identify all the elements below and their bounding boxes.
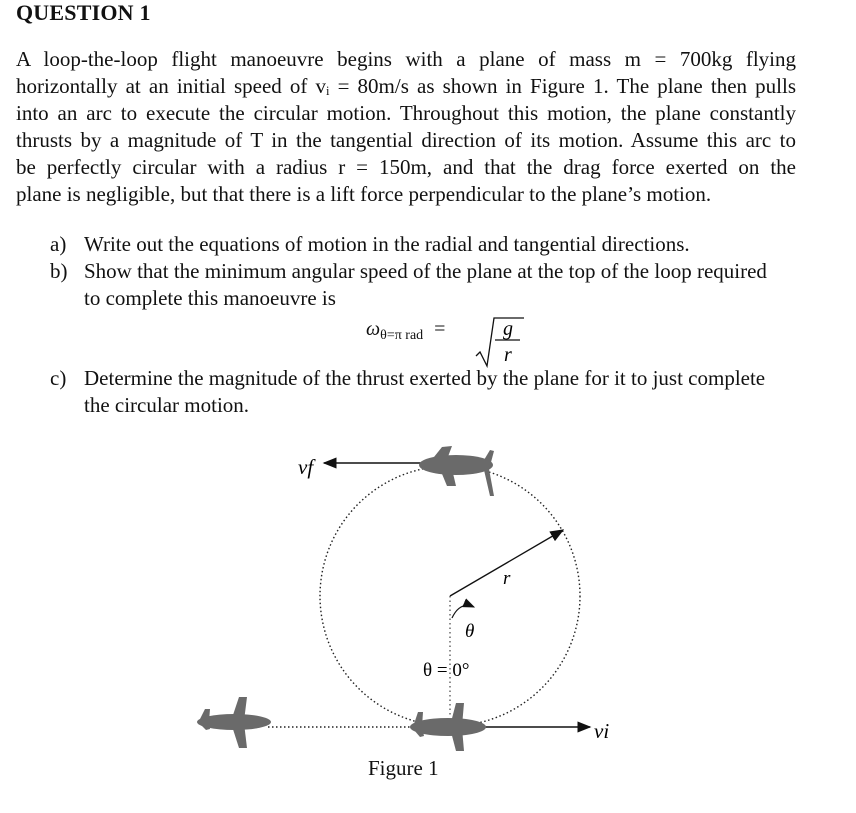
paragraph-line: be perfectly circular with a radius r = 150m, and that the drag force exerted on the xyxy=(16,155,796,179)
question-heading: QUESTION 1 xyxy=(16,0,151,25)
subquestion-text: Show that the minimum angular speed of the plane at the top of the loop required xyxy=(84,259,767,283)
plane-start-icon xyxy=(197,697,271,748)
paragraph-line: A loop-the-loop flight manoeuvre begins with a plane of mass m = 700kg flying xyxy=(16,47,796,71)
paragraph-line: horizontally at an initial speed of vᵢ = 80m/s as shown in Figure 1. The plane then pulls xyxy=(16,74,796,98)
subquestion-text: Determine the magnitude of the thrust exerted by the plane for it to just complete xyxy=(84,366,766,390)
formula-numerator: g xyxy=(503,318,513,340)
subquestion-letter: a) xyxy=(50,232,67,256)
vi-label xyxy=(594,719,609,743)
theta-zero-label: θ = 0° xyxy=(423,660,470,681)
paragraph-line: thrusts by a magnitude of T in the tangential direction of its motion. Assume this arc to xyxy=(16,128,796,152)
theta-arc-arrow xyxy=(452,605,474,618)
formula-denominator: r xyxy=(504,344,512,366)
theta-label: θ xyxy=(465,621,475,642)
vf-label-text: vf xyxy=(298,455,314,479)
formula-subscript: θ=π rad xyxy=(380,328,424,343)
plane-bottom-icon xyxy=(410,703,486,751)
formula-omega: ω xyxy=(366,318,381,340)
figure-caption: Figure 1 xyxy=(368,756,439,780)
subquestion-text: Write out the equations of motion in the radial and tangential directions. xyxy=(84,232,690,256)
subquestion-text: the circular motion. xyxy=(84,393,250,417)
plane-top-icon xyxy=(419,446,494,496)
vf-label xyxy=(298,455,316,479)
vi-label-text: vi xyxy=(594,719,610,743)
radius-label: r xyxy=(503,568,511,589)
paragraph-line: into an arc to execute the circular motion. Throughout this motion, the plane constantly xyxy=(16,101,796,125)
subquestion-text: to complete this manoeuvre is xyxy=(84,286,336,310)
subquestion-letter: b) xyxy=(50,259,68,283)
paragraph-line: plane is negligible, but that there is a lift force perpendicular to the plane’s motion. xyxy=(16,182,712,206)
formula-equals: = xyxy=(434,318,446,340)
subquestion-letter: c) xyxy=(50,366,67,390)
